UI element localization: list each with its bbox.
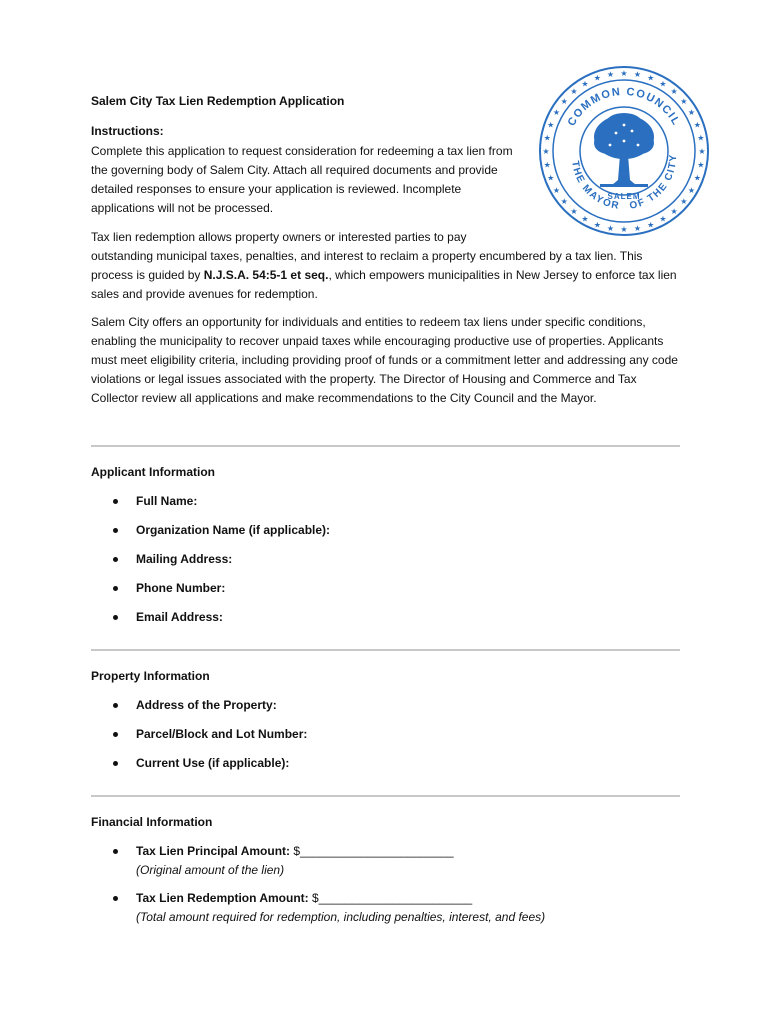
bullet-icon xyxy=(113,703,118,708)
bullet-icon xyxy=(113,849,118,854)
instructions-text: Complete this application to request consideration for redeeming a tax lien from the governing body of Salem City. Attach all required documents and provide detailed responses to ensure your application is reviewed. Incomplete applications will not be processed. xyxy=(91,144,513,215)
seal-bottom-text: THE MAYOR xyxy=(569,160,621,212)
list-item-principal-amount xyxy=(113,842,454,880)
section-divider xyxy=(91,445,680,447)
seal-star-icon: ★ xyxy=(547,120,555,130)
seal-star-icon: ★ xyxy=(659,214,667,224)
seal-star-icon: ★ xyxy=(543,160,551,170)
financial-section-title: Financial Information xyxy=(91,815,213,829)
seal-star-icon: ★ xyxy=(670,206,678,216)
field-label: Mailing Address: xyxy=(136,552,233,566)
redemption-paragraph xyxy=(91,228,686,304)
redemption-paragraph-line3: , which empowers municipalities in New Jersey to enforce tax lien sales and provide avenues for redemption. xyxy=(91,268,677,301)
field-label: Parcel/Block and Lot Number: xyxy=(136,727,308,741)
seal-star-icon: ★ xyxy=(693,120,701,130)
seal-star-icon: ★ xyxy=(593,220,601,230)
list-item-redemption-amount xyxy=(113,889,545,927)
bullet-icon xyxy=(113,499,118,504)
seal-star-icon: ★ xyxy=(659,79,667,89)
seal-star-icon: ★ xyxy=(647,73,655,83)
field-label: Tax Lien Redemption Amount: xyxy=(136,891,309,905)
seal-star-icon: ★ xyxy=(560,197,568,207)
eligibility-paragraph: Salem City offers an opportunity for individuals and entities to redeem tax liens under specific conditions, enabling the municipality to recover unpaid taxes while encouraging productive use of properties. Applicants must meet eligibility criteria, including providing proof of funds or a commitment letter and addressing any code violations or legal issues associated with the property. The Director of Housing and Commerce and Tax Collector review all applications and make recommendations to the City Council and the Mayor. xyxy=(91,315,678,405)
instructions-label: Instructions: xyxy=(91,124,164,138)
field-label: Email Address: xyxy=(136,610,223,624)
seal-star-icon: ★ xyxy=(581,214,589,224)
list-item-parcel-block-lot xyxy=(113,727,307,756)
seal-star-icon: ★ xyxy=(633,223,642,233)
bullet-icon xyxy=(113,761,118,766)
list-item-property-address xyxy=(113,698,307,727)
property-section-title: Property Information xyxy=(91,669,210,683)
seal-star-icon: ★ xyxy=(687,108,696,117)
seal-star-icon: ★ xyxy=(543,133,551,143)
bullet-icon xyxy=(113,896,118,901)
seal-star-icon: ★ xyxy=(697,160,705,170)
field-label: Full Name: xyxy=(136,494,198,508)
section-divider xyxy=(91,649,680,651)
bullet-icon xyxy=(113,557,118,562)
seal-star-icon: ★ xyxy=(633,70,642,80)
seal-star-icon: ★ xyxy=(698,147,706,156)
seal-star-icon: ★ xyxy=(680,96,688,106)
list-item-phone-number xyxy=(113,581,330,610)
section-divider xyxy=(91,795,680,797)
bullet-icon xyxy=(113,732,118,737)
seal-star-icon: ★ xyxy=(647,220,655,230)
seal-star-icon: ★ xyxy=(693,173,701,183)
seal-star-icon: ★ xyxy=(570,206,578,216)
seal-star-icon: ★ xyxy=(593,73,601,83)
redemption-paragraph-line1: Tax lien redemption allows property owners or interested parties to pay xyxy=(91,230,467,244)
seal-graphic xyxy=(540,67,708,235)
list-item-current-use xyxy=(113,756,307,785)
field-note: (Total amount required for redemption, including penalties, interest, and fees) xyxy=(136,910,546,924)
field-label: Current Use (if applicable): xyxy=(136,756,290,770)
seal-top-text: COMMON COUNCIL xyxy=(565,85,683,129)
seal-star-icon: ★ xyxy=(581,79,589,89)
list-item-mailing-address xyxy=(113,552,330,581)
seal-star-icon: ★ xyxy=(542,147,550,156)
seal-star-icon: ★ xyxy=(620,69,628,78)
redemption-paragraph-line2: outstanding municipal taxes, penalties, and interest to reclaim a property encumbered by a tax lien. This process is guided by xyxy=(91,249,643,282)
seal-star-icon: ★ xyxy=(620,225,628,234)
field-label: Tax Lien Principal Amount: xyxy=(136,844,291,858)
field-label: Organization Name (if applicable): xyxy=(136,523,331,537)
seal-star-icon: ★ xyxy=(670,87,678,97)
redemption-amount-blank[interactable]: $_______________________ xyxy=(308,891,473,905)
principal-amount-blank[interactable]: $_______________________ xyxy=(290,844,454,858)
seal-star-icon: ★ xyxy=(606,223,615,233)
property-field-list xyxy=(113,698,307,785)
bullet-icon xyxy=(113,586,118,591)
seal-star-icon: ★ xyxy=(560,96,568,106)
applicant-section-title: Applicant Information xyxy=(91,465,215,479)
field-label: Address of the Property: xyxy=(136,698,277,712)
seal-star-icon: ★ xyxy=(687,186,696,195)
statute-citation: N.J.S.A. 54:5-1 et seq. xyxy=(203,268,329,282)
city-seal-logo xyxy=(538,65,710,237)
document-title: Salem City Tax Lien Redemption Application xyxy=(91,94,345,108)
bullet-icon xyxy=(113,528,118,533)
seal-star-icon: ★ xyxy=(552,108,561,117)
list-item-full-name xyxy=(113,494,330,523)
list-item-organization-name xyxy=(113,523,330,552)
field-note: (Original amount of the lien) xyxy=(136,863,285,877)
seal-star-icon: ★ xyxy=(680,197,688,207)
seal-star-icon: ★ xyxy=(606,70,615,80)
list-item-email-address xyxy=(113,610,330,639)
seal-star-icon: ★ xyxy=(570,87,578,97)
seal-bottom-text-right: OF THE CITY xyxy=(628,153,680,212)
applicant-field-list xyxy=(113,494,330,639)
field-label: Phone Number: xyxy=(136,581,226,595)
seal-star-icon: ★ xyxy=(697,133,705,143)
bullet-icon xyxy=(113,615,118,620)
seal-bottom-label: SALEM xyxy=(607,192,641,201)
seal-star-icon: ★ xyxy=(547,173,555,183)
seal-star-icon: ★ xyxy=(552,186,561,195)
